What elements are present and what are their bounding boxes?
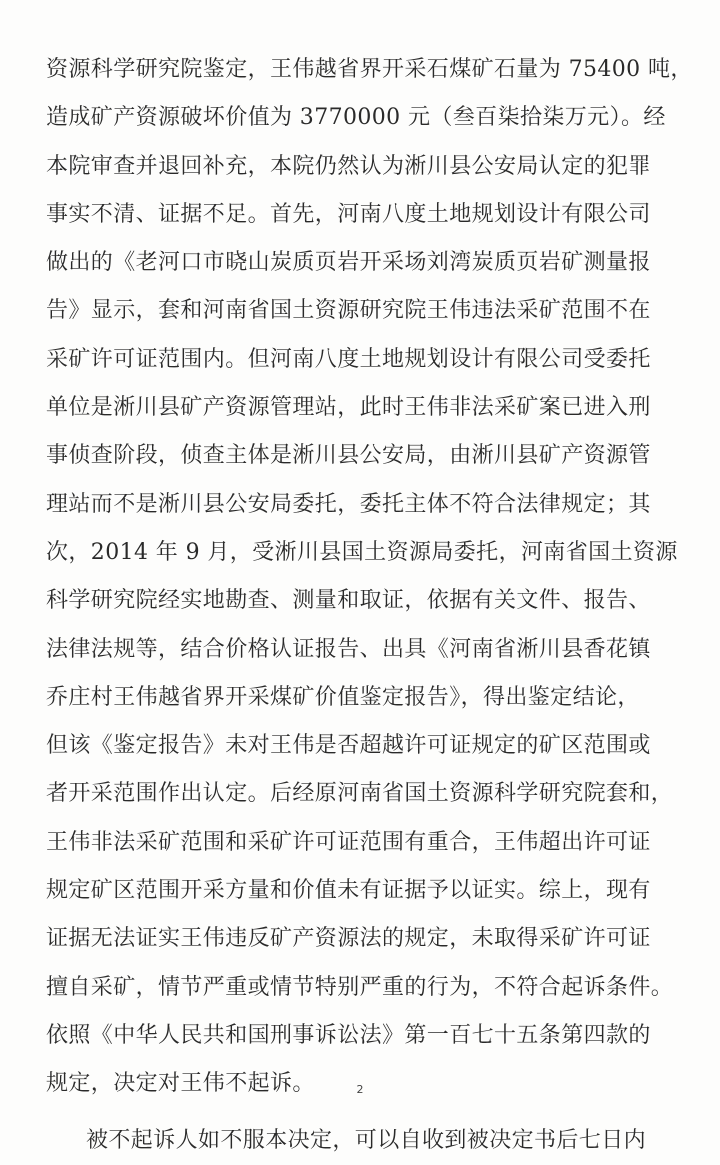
- paragraph-spacer: [46, 1109, 696, 1117]
- page-number: 2: [356, 1083, 364, 1096]
- text-line: 依照《中华人民共和国刑事诉讼法》第一百七十五条第四款的: [46, 1022, 651, 1048]
- text-line: 事实不清、证据不足。首先，河南八度土地规划设计有限公司: [46, 201, 651, 227]
- text-line: 擅自采矿，情节严重或情节特别严重的行为，不符合起诉条件。: [46, 974, 674, 1000]
- text-line: 理站而不是淅川县公安局委托，委托主体不符合法律规定；其: [46, 491, 651, 517]
- text-line: 规定矿区范围开采方量和价值未有证据予以证实。综上，现有: [46, 878, 651, 904]
- paragraph-1: [46, 46, 696, 1109]
- text-line: 王伟非法采矿范围和采矿许可证范围有重合，王伟超出许可证: [46, 829, 651, 855]
- document-body: [46, 46, 696, 1165]
- text-line: 采矿许可证范围内。但河南八度土地规划设计有限公司受委托: [46, 346, 651, 372]
- paragraph-2: [46, 1117, 696, 1165]
- text-line: 法律法规等，结合价格认证报告、出具《河南省淅川县香花镇: [46, 636, 651, 662]
- text-line: 单位是淅川县矿产资源管理站，此时王伟非法采矿案已进入刑: [46, 395, 651, 421]
- text-line: 规定，决定对王伟不起诉。: [46, 1071, 315, 1097]
- text-line: 事侦查阶段，侦查主体是淅川县公安局，由淅川县矿产资源管: [46, 443, 651, 469]
- text-line: 被不起诉人如不服本决定，可以自收到被决定书后七日内: [86, 1127, 647, 1153]
- text-line: 者开采范围作出认定。后经原河南省国土资源科学研究院套和，: [46, 781, 674, 807]
- text-line: 证据无法证实王伟违反矿产资源法的规定，未取得采矿许可证: [46, 926, 651, 952]
- text-line: 资源科学研究院鉴定，王伟越省界开采石煤矿石量为 75400 吨，: [46, 57, 693, 82]
- text-line: 本院审查并退回补充，本院仍然认为淅川县公安局认定的犯罪: [46, 153, 651, 179]
- text-line: 造成矿产资源破坏价值为 3770000 元（叁百柒拾柒万元）。经: [46, 105, 666, 131]
- text-line: 次，2014 年 9 月，受淅川县国土资源局委托，河南省国土资源: [46, 539, 678, 565]
- text-line: 告》显示，套和河南省国土资源研究院王伟违法采矿范围不在: [46, 298, 651, 324]
- text-line: 做出的《老河口市晓山炭质页岩开采场刘湾炭质页岩矿测量报: [46, 250, 651, 276]
- text-line: 科学研究院经实地勘查、测量和取证，依据有关文件、报告、: [46, 588, 651, 614]
- text-line: 乔庄村王伟越省界开采煤矿价值鉴定报告》，得出鉴定结论，: [46, 684, 640, 710]
- text-line: 但该《鉴定报告》未对王伟是否超越许可证规定的矿区范围或: [46, 733, 651, 759]
